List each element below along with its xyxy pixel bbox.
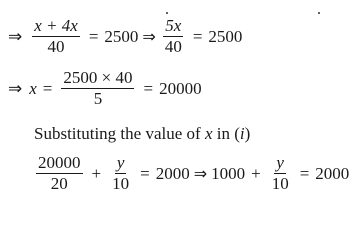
equation-ref: i bbox=[239, 124, 245, 143]
equals-sign: = bbox=[140, 163, 150, 183]
fraction-y-over-10 bbox=[110, 153, 131, 194]
numerator: 2500 × 40 bbox=[63, 68, 133, 87]
denominator: 20 bbox=[50, 174, 68, 193]
text-suffix: ) bbox=[244, 124, 251, 143]
fraction-2500x40-over-5 bbox=[61, 68, 134, 109]
equals-sign: = bbox=[143, 78, 154, 98]
variable-x: x bbox=[204, 124, 213, 143]
denominator: 5 bbox=[93, 89, 103, 108]
denominator: 40 bbox=[47, 37, 65, 56]
equation-line-2 bbox=[8, 68, 202, 109]
value-2000: 2000 bbox=[155, 163, 190, 183]
scan-speck bbox=[318, 12, 320, 14]
equals-sign: = bbox=[192, 26, 203, 46]
numerator: 5x bbox=[165, 16, 182, 35]
equation-line-1 bbox=[8, 16, 242, 57]
value-2000: 2000 bbox=[315, 163, 350, 183]
substitution-text bbox=[34, 124, 250, 144]
text-prefix: Substituting the value of bbox=[34, 124, 205, 143]
implies-arrow: ⇒ bbox=[8, 26, 23, 47]
equals-sign: = bbox=[88, 26, 99, 46]
value-2500: 2500 bbox=[208, 26, 243, 46]
numerator: y bbox=[276, 153, 284, 172]
value-2500: 2500 bbox=[104, 26, 139, 46]
equals-sign: = bbox=[42, 78, 53, 98]
implies-arrow: ⇒ bbox=[8, 78, 23, 99]
fraction-x-plus-4x-over-40 bbox=[32, 16, 80, 57]
equals-sign: = bbox=[299, 163, 310, 183]
plus-sign: + bbox=[91, 163, 102, 183]
denominator: 10 bbox=[112, 174, 130, 193]
result-20000: 20000 bbox=[159, 78, 202, 98]
denominator: 40 bbox=[164, 37, 182, 56]
denominator: 10 bbox=[271, 174, 289, 193]
text-mid: in ( bbox=[212, 124, 240, 143]
implies-arrow: ⇒ bbox=[193, 164, 208, 183]
numerator: x + 4x bbox=[34, 16, 78, 35]
fraction-5x-over-40 bbox=[163, 16, 184, 57]
plus-sign: + bbox=[251, 163, 261, 183]
variable-x: x bbox=[29, 78, 37, 98]
value-1000: 1000 bbox=[211, 163, 246, 183]
scan-speck bbox=[166, 12, 168, 14]
equation-line-3 bbox=[33, 153, 349, 194]
numerator: y bbox=[116, 153, 125, 172]
fraction-y-over-10 bbox=[270, 153, 291, 194]
numerator: 20000 bbox=[38, 153, 81, 172]
implies-arrow: ⇒ bbox=[142, 27, 156, 46]
fraction-20000-over-20 bbox=[36, 153, 83, 194]
